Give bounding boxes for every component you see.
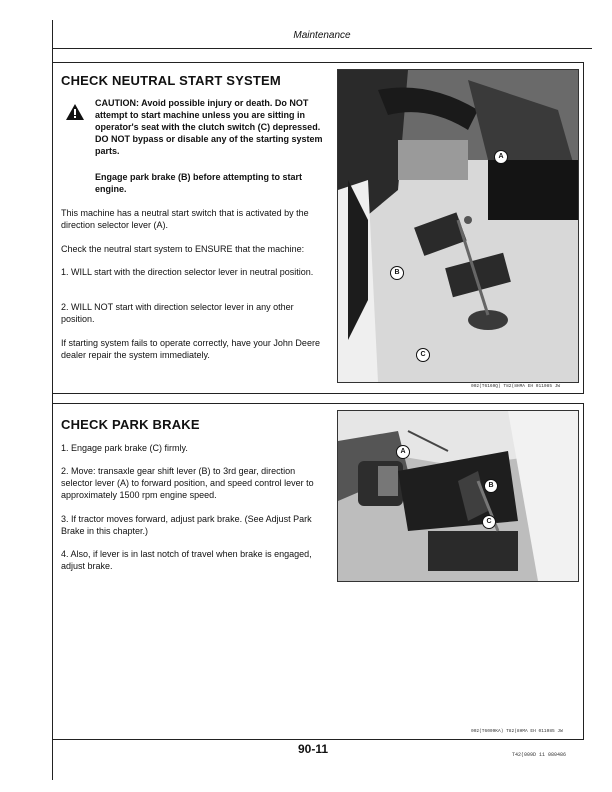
- photo-code: 002(T6009KA) T82(8HMA EH 011085 JW: [471, 729, 563, 734]
- callout-c: C: [416, 348, 430, 362]
- caution-note: Engage park brake (B) before attempting to start engine.: [95, 172, 303, 194]
- paragraph: 1. WILL start with the direction selector lever in neutral position.: [61, 267, 314, 277]
- paragraph: 4. Also, if lever is in last notch of travel when brake is engaged, adjust brake.: [61, 549, 312, 571]
- paragraph: 3. If tractor moves forward, adjust park brake. (See Adjust Park Brake in this chapter.): [61, 514, 312, 536]
- warning-icon: [65, 103, 85, 121]
- footer-code: T42(009D 11 080486: [512, 752, 567, 758]
- paragraph: This machine has a neutral start switch that is activated by the direction selector lever (A).: [61, 208, 309, 230]
- callout-b: B: [484, 479, 498, 493]
- section-neutral-start: [52, 62, 584, 394]
- photo-illustration: [338, 70, 578, 382]
- photo-code: 002(T6160Q) T82(8HMA EH 011085 JW: [471, 384, 561, 389]
- paragraph: If starting system fails to operate correctly, have your John Deere dealer repair the system immediately.: [61, 338, 320, 360]
- section-title: CHECK PARK BRAKE: [61, 417, 200, 432]
- page-header: Maintenance: [293, 30, 351, 41]
- paragraph: 2. Move: transaxle gear shift lever (B) to 3rd gear, direction selector lever (A) to forward position, and speed control lever to approximately 1500 rpm engine speed.: [61, 466, 314, 500]
- callout-c: C: [482, 515, 496, 529]
- caution-text: CAUTION: Avoid possible injury or death. Do NOT attempt to start machine unless you are sitting in operator's seat with the clutch switch (C) depressed. DO NOT bypass or disable any of the starting system parts.: [95, 98, 323, 156]
- page-number: 90-11: [298, 742, 329, 756]
- section-park-brake: [52, 403, 584, 740]
- callout-a: A: [494, 150, 508, 164]
- paragraph: 2. WILL NOT start with direction selector lever in any other position.: [61, 302, 294, 324]
- photo-illustration: [338, 411, 578, 581]
- section-title: CHECK NEUTRAL START SYSTEM: [61, 73, 281, 88]
- park-brake-photo: [337, 410, 579, 582]
- header-rule: [52, 48, 592, 49]
- paragraph: Check the neutral start system to ENSURE that the machine:: [61, 244, 305, 254]
- operator-station-photo: [337, 69, 579, 383]
- callout-b: B: [390, 266, 404, 280]
- paragraph: 1. Engage park brake (C) firmly.: [61, 443, 188, 453]
- callout-a: A: [396, 445, 410, 459]
